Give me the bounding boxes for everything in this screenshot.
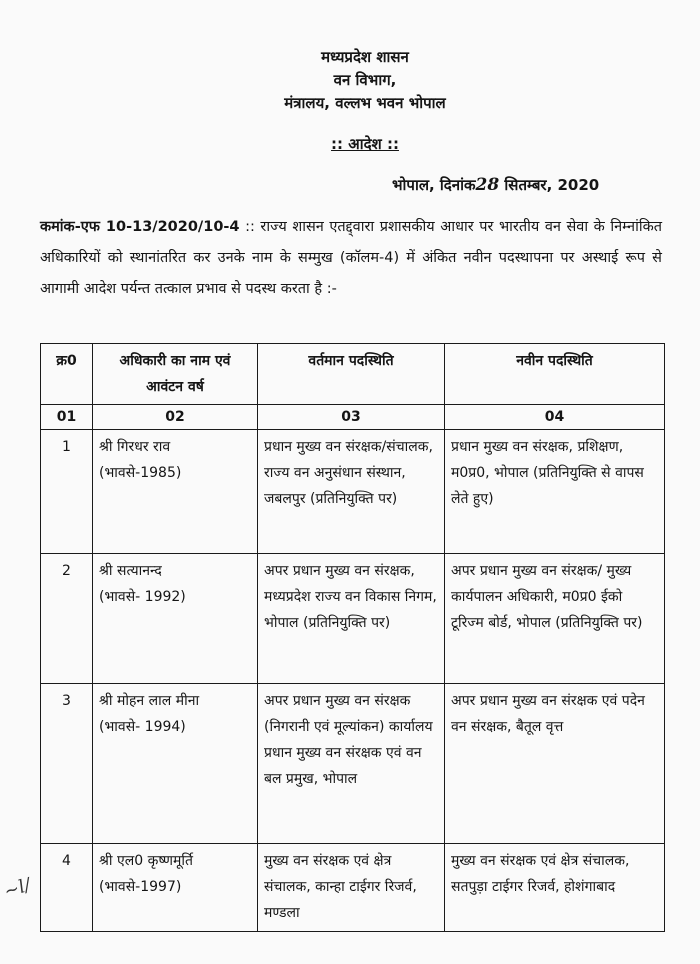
- order-title: [240, 134, 490, 154]
- col-number: 01: [41, 405, 93, 430]
- header-new-post: नवीन पदस्थिति: [445, 344, 665, 405]
- col-number: 03: [258, 405, 445, 430]
- new-post: अपर प्रधान मुख्य वन संरक्षक एवं पदेन वन संरक्षक, बैतूल वृत्त: [445, 684, 665, 844]
- order-date: [392, 175, 599, 195]
- current-post: प्रधान मुख्य वन संरक्षक/संचालक, राज्य वन अनुसंधान संस्थान, जबलपुर (प्रतिनियुक्ति पर): [258, 430, 445, 554]
- officer-batch: (भावसे- 1994): [99, 719, 186, 735]
- row-sn: 1: [41, 430, 93, 554]
- department-name: वन विभाग,: [333, 71, 397, 89]
- officer-batch: (भावसे- 1992): [99, 589, 186, 605]
- current-post: अपर प्रधान मुख्य वन संरक्षक (निगरानी एवं मूल्यांकन) कार्यालय प्रधान मुख्य वन संरक्षक एवं वन बल प्रमुख, भोपाल: [258, 684, 445, 844]
- intro-paragraph: [40, 212, 662, 305]
- order-title-text: :: आदेश ::: [331, 135, 399, 153]
- col-number: 02: [93, 405, 258, 430]
- date-prefix: भोपाल, दिनांक: [392, 176, 476, 194]
- table-row: [41, 684, 665, 844]
- officer-name: श्री एल0 कृष्णमूर्ति: [99, 853, 193, 869]
- handwritten-margin-mark: ~l/: [1, 874, 34, 903]
- header-current-post: वर्तमान पदस्थिति: [258, 344, 445, 405]
- officer-cell: [93, 554, 258, 684]
- new-post: अपर प्रधान मुख्य वन संरक्षक/ मुख्य कार्यपालन अधिकारी, म0प्र0 ईको टूरिज्म बोर्ड, भोपाल (प्रतिनियुक्ति पर): [445, 554, 665, 684]
- header-officer: अधिकारी का नाम एवं आवंटन वर्ष: [93, 344, 258, 405]
- officer-batch: (भावसे-1985): [99, 465, 182, 481]
- table-header-row: [41, 344, 665, 405]
- office-address: मंत्रालय, वल्लभ भवन भोपाल: [284, 94, 446, 112]
- officer-name: श्री गिरधर राव: [99, 439, 171, 455]
- column-number-row: [41, 405, 665, 430]
- date-month-year: सितम्बर, 2020: [504, 176, 600, 194]
- officer-cell: [93, 430, 258, 554]
- table-row: [41, 430, 665, 554]
- row-sn: 4: [41, 844, 93, 932]
- officer-batch: (भावसे-1997): [99, 879, 182, 895]
- table-row: [41, 554, 665, 684]
- new-post: मुख्य वन संरक्षक एवं क्षेत्र संचालक, सतपुड़ा टाईगर रिजर्व, होशंगाबाद: [445, 844, 665, 932]
- officer-name: श्री सत्यानन्द: [99, 563, 162, 579]
- row-sn: 3: [41, 684, 93, 844]
- current-post: मुख्य वन संरक्षक एवं क्षेत्र संचालक, कान्हा टाईगर रिजर्व, मण्डला: [258, 844, 445, 932]
- table-row: [41, 844, 665, 932]
- order-reference: कमांक-एफ 10-13/2020/10-4: [40, 219, 240, 235]
- transfer-table: [40, 343, 665, 932]
- intro-text: :: राज्य शासन एतद्द्वारा प्रशासकीय आधार पर भारतीय वन सेवा के निम्नांकित अधिकारियों को स्थानांतरित कर उनके नाम के सम्मुख (कॉलम-4) में अंकित नवीन पदस्थापना पर अस्थाई रूप से आगामी आदेश पर्यन्त तत्काल प्रभाव से पदस्थ करता है :-: [40, 219, 663, 297]
- row-sn: 2: [41, 554, 93, 684]
- current-post: अपर प्रधान मुख्य वन संरक्षक, मध्यप्रदेश राज्य वन विकास निगम, भोपाल (प्रतिनियुक्ति पर): [258, 554, 445, 684]
- header-sn: क्र0: [41, 344, 93, 405]
- govt-name: मध्यप्रदेश शासन: [321, 48, 409, 66]
- officer-cell: [93, 684, 258, 844]
- officer-name: श्री मोहन लाल मीना: [99, 693, 200, 709]
- new-post: प्रधान मुख्य वन संरक्षक, प्रशिक्षण, म0प्र0, भोपाल (प्रतिनियुक्ति से वापस लेते हुए): [445, 430, 665, 554]
- col-number: 04: [445, 405, 665, 430]
- officer-cell: [93, 844, 258, 932]
- date-day: 28: [475, 175, 500, 195]
